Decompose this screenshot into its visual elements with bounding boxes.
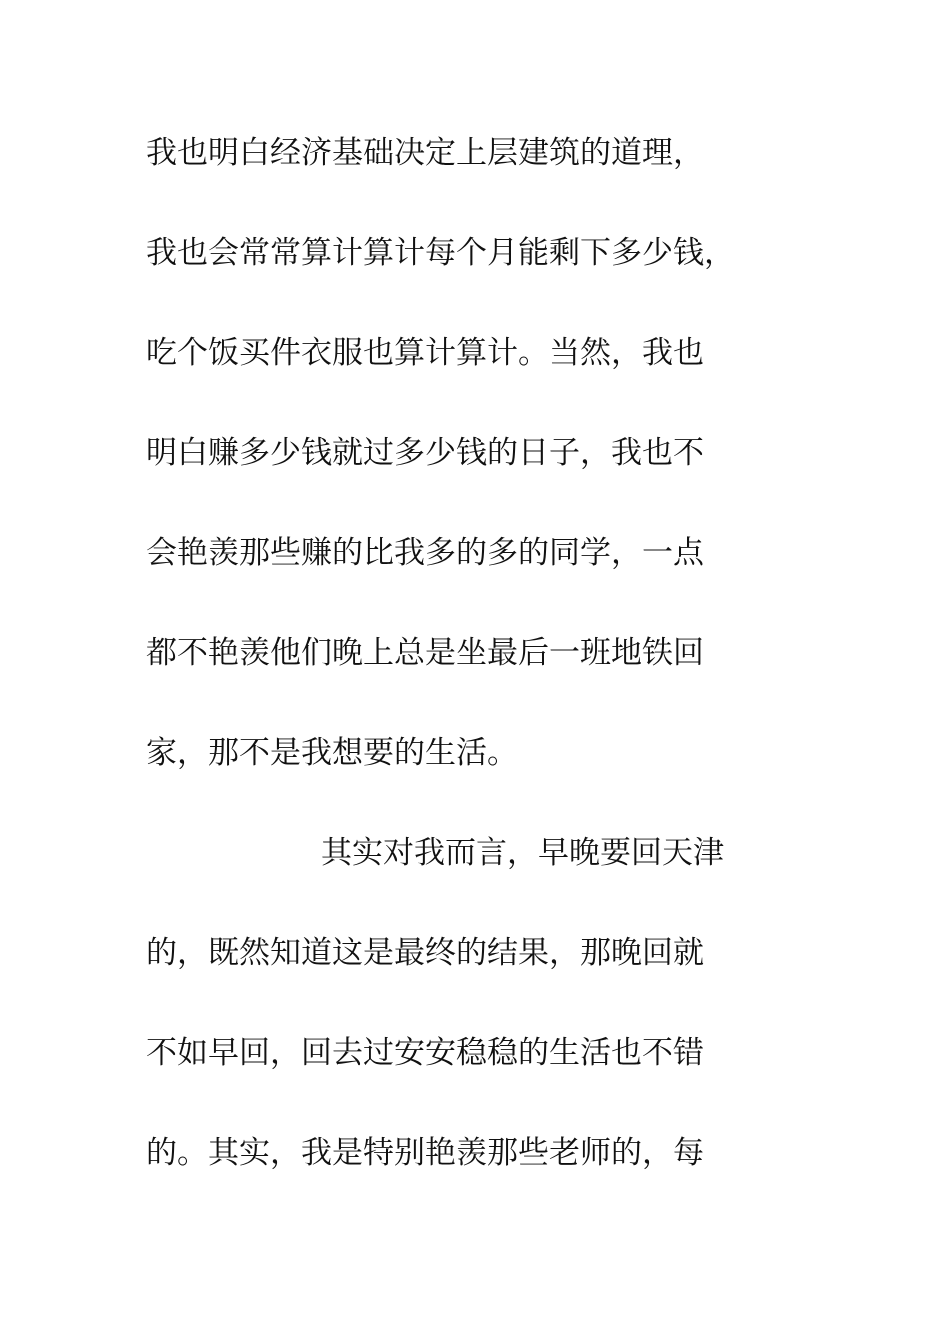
text-line-11: 的。其实，我是特别艳羡那些老师的，每 (146, 1135, 704, 1171)
text-line-8-paragraph-start: 其实对我而言，早晚要回天津 (321, 835, 724, 871)
body-text (146, 124, 826, 1224)
text-line-9: 的，既然知道这是最终的结果，那晚回就 (146, 935, 704, 971)
text-line-7: 家，那不是我想要的生活。 (146, 735, 518, 771)
text-line-4: 明白赚多少钱就过多少钱的日子，我也不 (146, 435, 704, 471)
text-line-1: 我也明白经济基础决定上层建筑的道理， (146, 135, 704, 171)
text-line-6: 都不艳羡他们晚上总是坐最后一班地铁回 (146, 635, 704, 671)
text-line-10: 不如早回，回去过安安稳稳的生活也不错 (146, 1035, 704, 1071)
text-line-2: 我也会常常算计算计每个月能剩下多少钱， (146, 235, 735, 271)
text-line-3: 吃个饭买件衣服也算计算计。当然，我也 (146, 335, 704, 371)
text-line-5: 会艳羡那些赚的比我多的多的同学，一点 (146, 535, 704, 571)
